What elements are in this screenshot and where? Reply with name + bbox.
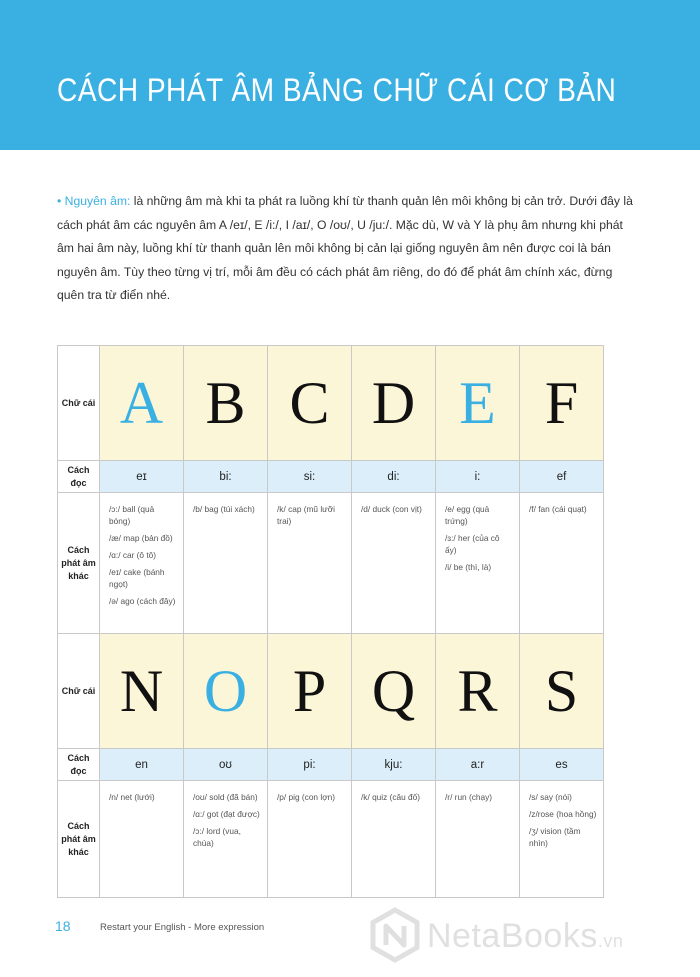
bullet-icon: • <box>57 194 62 208</box>
pronunciation-item: /z/rose (hoa hồng) <box>529 809 597 819</box>
reading-cell: en <box>100 749 184 781</box>
letter-cell: S <box>520 634 604 749</box>
row-label-reading: Cách đọc <box>58 749 100 781</box>
row-label-letter: Chữ cái <box>58 634 100 749</box>
pronunciation-item: /s/ say (nói) <box>529 792 572 802</box>
letter-cell: C <box>268 346 352 461</box>
letter-cell: Q <box>352 634 436 749</box>
pronunciation-item: /oʊ/ sold (đã bán) <box>193 792 258 802</box>
page-title: CÁCH PHÁT ÂM BẢNG CHỮ CÁI CƠ BẢN <box>57 72 617 108</box>
pronunciation-item: /ʒ/ vision (tầm nhìn) <box>529 826 581 848</box>
letter-cell: F <box>520 346 604 461</box>
row-label-other: Cách phát âm khác <box>58 781 100 898</box>
book-title: Restart your English - More expression <box>100 922 265 933</box>
reading-cell: si: <box>268 461 352 493</box>
reading-cell: eɪ <box>100 461 184 493</box>
pronunciation-item: /d/ duck (con vịt) <box>361 504 422 514</box>
netabooks-logo-icon <box>367 907 423 963</box>
other-cell <box>184 781 268 898</box>
row-label-reading: Cách đọc <box>58 461 100 493</box>
letter-cell: P <box>268 634 352 749</box>
intro-text: là những âm mà khi ta phát ra luồng khí từ thanh quản lên môi không bị cản trở. Dưới đây là cách phát âm các nguyên âm A /eɪ/, E /i:/, I /aɪ/, O /oʊ/, U /ju:/. Mặc dù, W và Y là phụ âm nhưng khi phát âm hai âm này, luồng khí từ thanh quản lên môi không bị cản lại giống nguyên âm nên được coi là bán nguyên âm. Tùy theo từng vị trí, mỗi âm đều có cách phát âm riêng, do đó để phát âm chính xác, đừng quên tra từ điển nhé. <box>57 194 633 302</box>
pronunciation-item: /e/ egg (quả trứng) <box>445 504 490 526</box>
pronunciation-item: /æ/ map (bản đồ) <box>109 533 173 543</box>
letter-cell: E <box>436 346 520 461</box>
pronunciation-item: /f/ fan (cái quạt) <box>529 504 587 514</box>
reading-row <box>58 749 604 781</box>
watermark-brand <box>427 917 623 956</box>
letter-cell: A <box>100 346 184 461</box>
row-label-other: Cách phát âm khác <box>58 493 100 634</box>
letter-row <box>58 634 604 749</box>
reading-row <box>58 461 604 493</box>
page-header <box>0 0 700 150</box>
pronunciation-item: /k/ quiz (câu đố) <box>361 792 421 802</box>
other-cell <box>268 493 352 634</box>
reading-cell: i: <box>436 461 520 493</box>
pronunciation-item: /k/ cap (mũ lưỡi trai) <box>277 504 336 526</box>
reading-cell: ef <box>520 461 604 493</box>
pronunciation-item: /ɜ:/ her (của cô ấy) <box>445 533 500 555</box>
watermark <box>365 905 695 965</box>
pronunciation-item: /ə/ ago (cách đây) <box>109 596 176 606</box>
reading-cell: a:r <box>436 749 520 781</box>
pronunciation-item: /i/ be (thì, là) <box>445 562 492 572</box>
pronunciation-item: /ɔ:/ lord (vua, chúa) <box>193 826 241 848</box>
pronunciation-item: /b/ bag (túi xách) <box>193 504 255 514</box>
intro-lead: Nguyên âm: <box>64 194 131 208</box>
reading-cell: bi: <box>184 461 268 493</box>
watermark-brand-name: NetaBooks <box>427 917 598 955</box>
letter-cell: O <box>184 634 268 749</box>
other-cell <box>100 493 184 634</box>
other-cell <box>352 781 436 898</box>
other-cell <box>436 781 520 898</box>
other-cell <box>520 493 604 634</box>
letter-cell: B <box>184 346 268 461</box>
alphabet-table <box>57 345 604 898</box>
other-pronunciation-row <box>58 781 604 898</box>
reading-cell: pi: <box>268 749 352 781</box>
pronunciation-item: /eɪ/ cake (bánh ngọt) <box>109 567 165 589</box>
pronunciation-item: /r/ run (chạy) <box>445 792 493 802</box>
pronunciation-item: /ɔ:/ ball (quả bóng) <box>109 504 155 526</box>
pronunciation-item: /ɑ:/ got (đạt được) <box>193 809 260 819</box>
intro-paragraph <box>57 190 637 308</box>
letter-row <box>58 346 604 461</box>
reading-cell: oʊ <box>184 749 268 781</box>
page-number: 18 <box>55 918 71 934</box>
other-cell <box>352 493 436 634</box>
letter-cell: R <box>436 634 520 749</box>
pronunciation-item: /n/ net (lưới) <box>109 792 155 802</box>
other-cell <box>184 493 268 634</box>
reading-cell: kju: <box>352 749 436 781</box>
row-label-letter: Chữ cái <box>58 346 100 461</box>
other-cell <box>268 781 352 898</box>
other-pronunciation-row <box>58 493 604 634</box>
other-cell <box>520 781 604 898</box>
reading-cell: di: <box>352 461 436 493</box>
letter-cell: D <box>352 346 436 461</box>
letter-cell: N <box>100 634 184 749</box>
watermark-suffix: .vn <box>597 931 624 951</box>
other-cell <box>436 493 520 634</box>
pronunciation-item: /p/ pig (con lợn) <box>277 792 336 802</box>
pronunciation-item: /ɑ:/ car (ô tô) <box>109 550 157 560</box>
other-cell <box>100 781 184 898</box>
reading-cell: es <box>520 749 604 781</box>
